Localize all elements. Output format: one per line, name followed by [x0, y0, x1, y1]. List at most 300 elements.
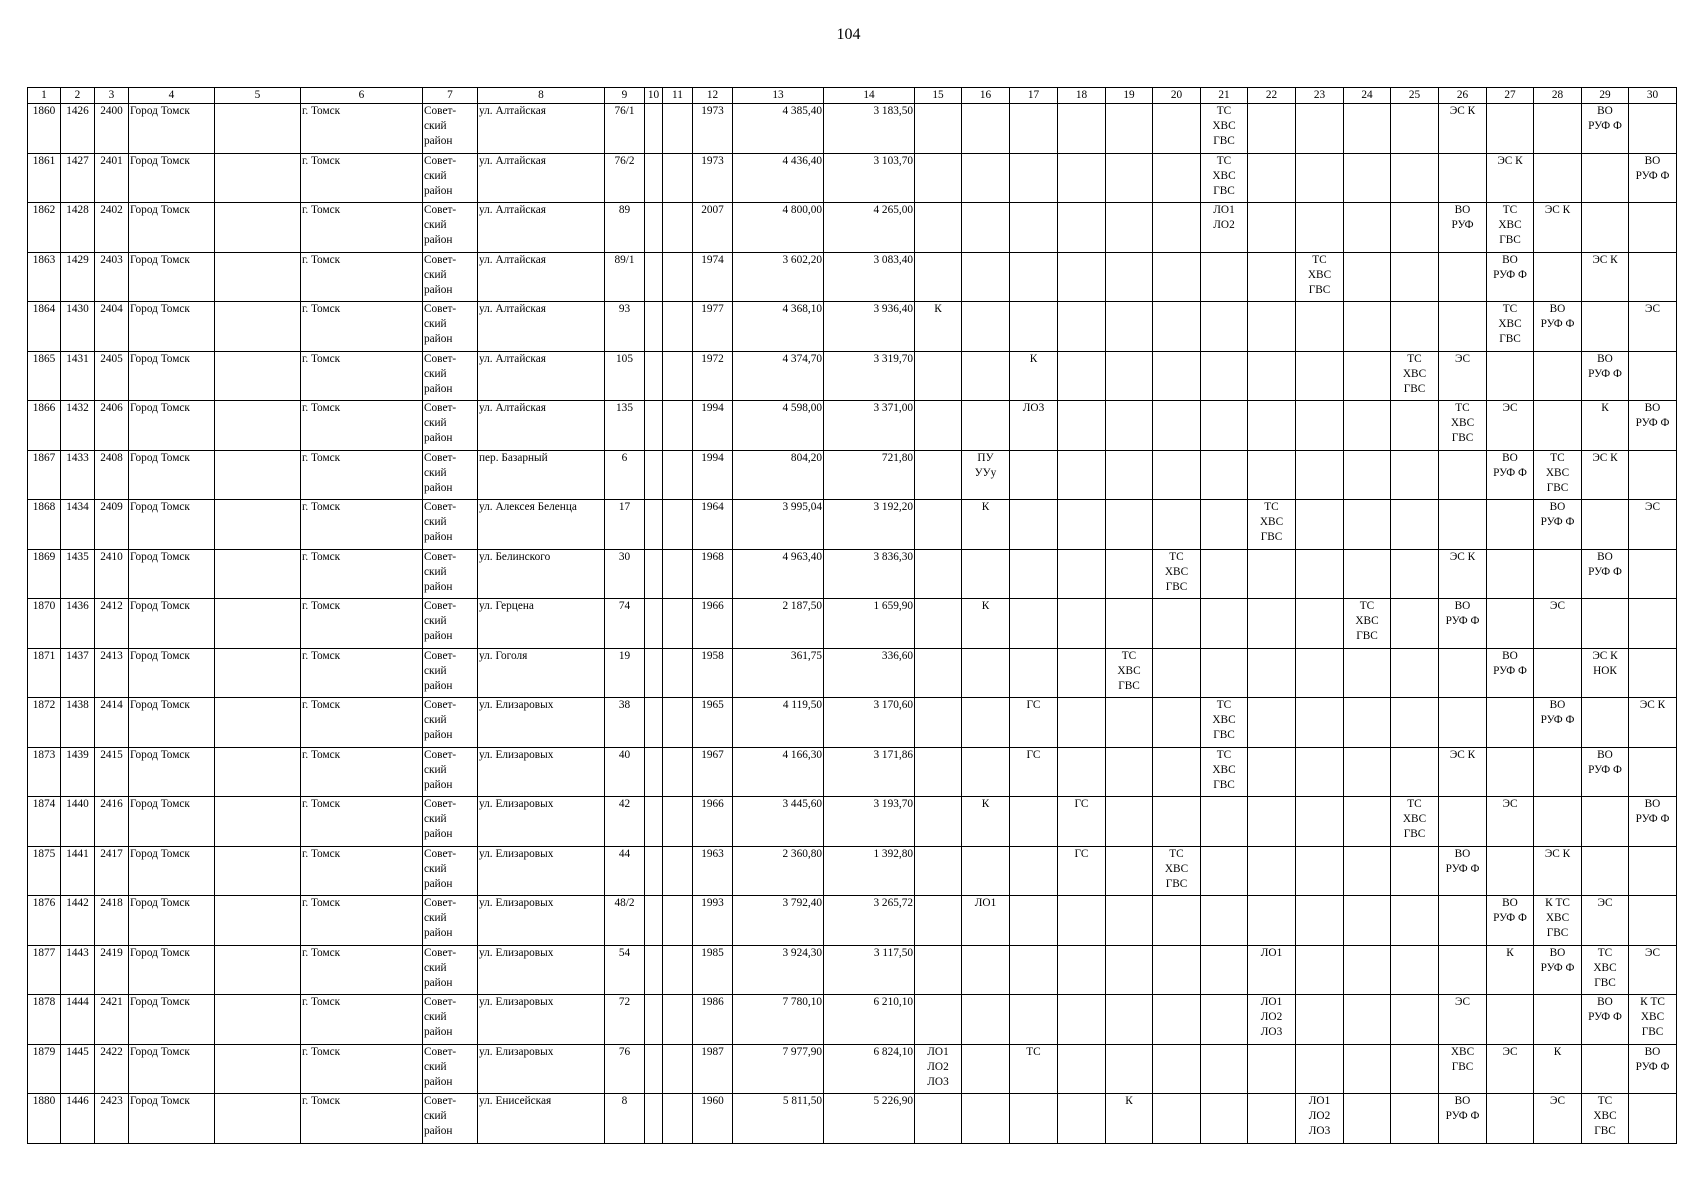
cell-municipality: Город Томск — [129, 747, 215, 797]
table-row — [28, 302, 1677, 352]
page-number: 104 — [836, 26, 861, 43]
cell-work-year-col-20 — [1153, 747, 1201, 797]
cell-city: г. Томск — [301, 648, 423, 698]
cell-total-area: 4 374,70 — [733, 351, 824, 401]
cell-settlement-type — [215, 896, 301, 946]
cell-house-number: 105 — [605, 351, 645, 401]
cell-house-code: 2409 — [95, 500, 129, 550]
cell-work-year-col-21 — [1201, 797, 1248, 847]
cell-work-year-col-24 — [1344, 302, 1391, 352]
cell-work-year-col-21 — [1201, 995, 1248, 1045]
cell-col-10 — [645, 450, 663, 500]
cell-work-year-col-15 — [915, 797, 962, 847]
cell-work-year-col-17 — [1010, 500, 1058, 550]
column-header-19: 19 — [1106, 88, 1153, 104]
cell-work-year-col-27: ВО РУФ Ф — [1487, 648, 1534, 698]
cell-work-year-col-22 — [1248, 698, 1296, 748]
cell-work-year-col-25 — [1391, 747, 1439, 797]
cell-work-year-col-27 — [1487, 846, 1534, 896]
cell-work-year-col-23 — [1296, 747, 1344, 797]
cell-col-10 — [645, 846, 663, 896]
cell-work-year-col-26 — [1439, 450, 1487, 500]
cell-municipal-number: 1443 — [61, 945, 95, 995]
cell-work-year-col-20 — [1153, 896, 1201, 946]
cell-house-code: 2421 — [95, 995, 129, 1045]
cell-work-year-col-20 — [1153, 1044, 1201, 1094]
cell-municipal-number: 1428 — [61, 203, 95, 253]
cell-registry-number: 1864 — [28, 302, 61, 352]
cell-col-10 — [645, 896, 663, 946]
cell-municipal-number: 1436 — [61, 599, 95, 649]
cell-work-year-col-28: ТС ХВС ГВС — [1534, 450, 1582, 500]
cell-work-year-col-22 — [1248, 302, 1296, 352]
cell-work-year-col-24 — [1344, 1094, 1391, 1144]
cell-house-number: 8 — [605, 1094, 645, 1144]
column-header-7: 7 — [423, 88, 478, 104]
cell-municipal-number: 1430 — [61, 302, 95, 352]
cell-house-number: 93 — [605, 302, 645, 352]
cell-municipal-number: 1429 — [61, 252, 95, 302]
cell-build-year: 1994 — [693, 450, 733, 500]
cell-work-year-col-20 — [1153, 153, 1201, 203]
cell-house-number: 76 — [605, 1044, 645, 1094]
cell-settlement-type — [215, 648, 301, 698]
cell-col-11 — [663, 302, 693, 352]
cell-living-area: 3 193,70 — [824, 797, 915, 847]
cell-work-year-col-19 — [1106, 549, 1153, 599]
column-header-15: 15 — [915, 88, 962, 104]
cell-municipal-number: 1445 — [61, 1044, 95, 1094]
cell-work-year-col-20 — [1153, 648, 1201, 698]
cell-work-year-col-26: ВО РУФ Ф — [1439, 599, 1487, 649]
cell-work-year-col-21: ЛО1 ЛО2 — [1201, 203, 1248, 253]
cell-col-10 — [645, 747, 663, 797]
cell-total-area: 3 792,40 — [733, 896, 824, 946]
cell-work-year-col-20 — [1153, 698, 1201, 748]
cell-house-code: 2403 — [95, 252, 129, 302]
cell-house-code: 2405 — [95, 351, 129, 401]
cell-work-year-col-22 — [1248, 203, 1296, 253]
cell-build-year: 1968 — [693, 549, 733, 599]
cell-work-year-col-25 — [1391, 450, 1439, 500]
cell-work-year-col-30 — [1629, 450, 1677, 500]
cell-district: Совет- ский район — [423, 648, 478, 698]
column-header-17: 17 — [1010, 88, 1058, 104]
cell-district: Совет- ский район — [423, 549, 478, 599]
cell-build-year: 1963 — [693, 846, 733, 896]
cell-work-year-col-27: ТС ХВС ГВС — [1487, 203, 1534, 253]
cell-work-year-col-23 — [1296, 302, 1344, 352]
cell-work-year-col-27 — [1487, 549, 1534, 599]
cell-work-year-col-16 — [962, 153, 1010, 203]
cell-municipality: Город Томск — [129, 797, 215, 847]
cell-total-area: 4 963,40 — [733, 549, 824, 599]
cell-work-year-col-26 — [1439, 945, 1487, 995]
cell-col-10 — [645, 302, 663, 352]
cell-registry-number: 1876 — [28, 896, 61, 946]
cell-work-year-col-27 — [1487, 351, 1534, 401]
cell-settlement-type — [215, 995, 301, 1045]
cell-total-area: 4 368,10 — [733, 302, 824, 352]
cell-work-year-col-29 — [1582, 1044, 1629, 1094]
cell-work-year-col-15 — [915, 698, 962, 748]
cell-house-code: 2414 — [95, 698, 129, 748]
cell-work-year-col-16 — [962, 1094, 1010, 1144]
cell-house-code: 2402 — [95, 203, 129, 253]
cell-work-year-col-28 — [1534, 104, 1582, 154]
cell-municipal-number: 1444 — [61, 995, 95, 1045]
cell-work-year-col-30: К ТС ХВС ГВС — [1629, 995, 1677, 1045]
cell-street: пер. Базарный — [478, 450, 605, 500]
cell-district: Совет- ский район — [423, 698, 478, 748]
cell-registry-number: 1878 — [28, 995, 61, 1045]
cell-work-year-col-21 — [1201, 1094, 1248, 1144]
cell-work-year-col-16 — [962, 203, 1010, 253]
cell-total-area: 7 977,90 — [733, 1044, 824, 1094]
cell-work-year-col-19 — [1106, 846, 1153, 896]
cell-municipality: Город Томск — [129, 500, 215, 550]
cell-work-year-col-15 — [915, 153, 962, 203]
cell-work-year-col-27 — [1487, 995, 1534, 1045]
cell-house-number: 48/2 — [605, 896, 645, 946]
cell-work-year-col-20 — [1153, 1094, 1201, 1144]
table-row — [28, 995, 1677, 1045]
cell-work-year-col-30 — [1629, 648, 1677, 698]
cell-work-year-col-27: ВО РУФ Ф — [1487, 252, 1534, 302]
cell-work-year-col-29 — [1582, 203, 1629, 253]
cell-col-10 — [645, 351, 663, 401]
cell-registry-number: 1862 — [28, 203, 61, 253]
cell-work-year-col-23 — [1296, 104, 1344, 154]
cell-work-year-col-25: ТС ХВС ГВС — [1391, 351, 1439, 401]
cell-work-year-col-24: ТС ХВС ГВС — [1344, 599, 1391, 649]
cell-col-11 — [663, 995, 693, 1045]
cell-work-year-col-29 — [1582, 153, 1629, 203]
cell-registry-number: 1875 — [28, 846, 61, 896]
cell-work-year-col-22 — [1248, 549, 1296, 599]
cell-work-year-col-28: ЭС — [1534, 1094, 1582, 1144]
cell-district: Совет- ский район — [423, 797, 478, 847]
cell-work-year-col-17 — [1010, 104, 1058, 154]
cell-district: Совет- ский район — [423, 450, 478, 500]
cell-work-year-col-20 — [1153, 945, 1201, 995]
cell-house-code: 2410 — [95, 549, 129, 599]
cell-house-number: 40 — [605, 747, 645, 797]
column-header-5: 5 — [215, 88, 301, 104]
cell-municipality: Город Томск — [129, 1044, 215, 1094]
cell-work-year-col-28 — [1534, 797, 1582, 847]
cell-city: г. Томск — [301, 945, 423, 995]
cell-work-year-col-27 — [1487, 500, 1534, 550]
cell-work-year-col-28 — [1534, 549, 1582, 599]
cell-city: г. Томск — [301, 896, 423, 946]
cell-work-year-col-16 — [962, 252, 1010, 302]
cell-build-year: 1993 — [693, 896, 733, 946]
cell-work-year-col-23 — [1296, 995, 1344, 1045]
cell-work-year-col-16 — [962, 648, 1010, 698]
cell-work-year-col-30: ВО РУФ Ф — [1629, 1044, 1677, 1094]
cell-municipality: Город Томск — [129, 945, 215, 995]
cell-living-area: 721,80 — [824, 450, 915, 500]
cell-settlement-type — [215, 599, 301, 649]
cell-work-year-col-17: ГС — [1010, 698, 1058, 748]
cell-settlement-type — [215, 153, 301, 203]
cell-street: ул. Алтайская — [478, 302, 605, 352]
cell-work-year-col-19 — [1106, 945, 1153, 995]
column-header-30: 30 — [1629, 88, 1677, 104]
cell-work-year-col-22: ТС ХВС ГВС — [1248, 500, 1296, 550]
column-header-2: 2 — [61, 88, 95, 104]
cell-work-year-col-30 — [1629, 846, 1677, 896]
cell-work-year-col-28: ВО РУФ Ф — [1534, 302, 1582, 352]
cell-work-year-col-17: ЛО3 — [1010, 401, 1058, 451]
cell-work-year-col-28: К — [1534, 1044, 1582, 1094]
cell-work-year-col-21: ТС ХВС ГВС — [1201, 698, 1248, 748]
table-row — [28, 797, 1677, 847]
cell-col-11 — [663, 500, 693, 550]
cell-work-year-col-27 — [1487, 104, 1534, 154]
cell-work-year-col-28: ВО РУФ Ф — [1534, 500, 1582, 550]
cell-col-10 — [645, 500, 663, 550]
cell-work-year-col-19 — [1106, 252, 1153, 302]
cell-work-year-col-30 — [1629, 1094, 1677, 1144]
cell-city: г. Томск — [301, 153, 423, 203]
column-header-24: 24 — [1344, 88, 1391, 104]
cell-street: ул. Алтайская — [478, 104, 605, 154]
column-header-13: 13 — [733, 88, 824, 104]
cell-settlement-type — [215, 104, 301, 154]
cell-work-year-col-26: ЭС К — [1439, 747, 1487, 797]
cell-build-year: 1967 — [693, 747, 733, 797]
cell-work-year-col-22 — [1248, 104, 1296, 154]
cell-work-year-col-18 — [1058, 450, 1106, 500]
cell-work-year-col-23 — [1296, 648, 1344, 698]
cell-work-year-col-21 — [1201, 648, 1248, 698]
cell-work-year-col-30: ЭС — [1629, 945, 1677, 995]
cell-municipality: Город Томск — [129, 599, 215, 649]
cell-total-area: 3 602,20 — [733, 252, 824, 302]
cell-work-year-col-29 — [1582, 846, 1629, 896]
cell-work-year-col-20: ТС ХВС ГВС — [1153, 549, 1201, 599]
cell-work-year-col-29: ВО РУФ Ф — [1582, 351, 1629, 401]
cell-work-year-col-21 — [1201, 252, 1248, 302]
cell-street: ул. Герцена — [478, 599, 605, 649]
table-row — [28, 104, 1677, 154]
cell-work-year-col-17 — [1010, 797, 1058, 847]
cell-work-year-col-28 — [1534, 747, 1582, 797]
table-row — [28, 450, 1677, 500]
cell-work-year-col-15 — [915, 1094, 962, 1144]
cell-house-code: 2416 — [95, 797, 129, 847]
cell-municipality: Город Томск — [129, 351, 215, 401]
cell-house-number: 72 — [605, 995, 645, 1045]
cell-work-year-col-24 — [1344, 846, 1391, 896]
cell-work-year-col-17 — [1010, 945, 1058, 995]
table-row — [28, 153, 1677, 203]
cell-work-year-col-24 — [1344, 797, 1391, 847]
cell-work-year-col-26 — [1439, 153, 1487, 203]
cell-house-number: 44 — [605, 846, 645, 896]
cell-work-year-col-23 — [1296, 203, 1344, 253]
cell-registry-number: 1865 — [28, 351, 61, 401]
cell-col-11 — [663, 203, 693, 253]
cell-living-area: 3 836,30 — [824, 549, 915, 599]
cell-build-year: 1965 — [693, 698, 733, 748]
cell-house-code: 2415 — [95, 747, 129, 797]
cell-registry-number: 1863 — [28, 252, 61, 302]
cell-work-year-col-28 — [1534, 351, 1582, 401]
cell-work-year-col-22 — [1248, 351, 1296, 401]
cell-municipality: Город Томск — [129, 153, 215, 203]
cell-work-year-col-19 — [1106, 450, 1153, 500]
cell-work-year-col-25 — [1391, 401, 1439, 451]
cell-city: г. Томск — [301, 203, 423, 253]
cell-work-year-col-24 — [1344, 896, 1391, 946]
cell-work-year-col-25 — [1391, 698, 1439, 748]
cell-house-number: 76/2 — [605, 153, 645, 203]
cell-work-year-col-21: ТС ХВС ГВС — [1201, 104, 1248, 154]
cell-street: ул. Елизаровых — [478, 995, 605, 1045]
cell-work-year-col-22 — [1248, 747, 1296, 797]
cell-city: г. Томск — [301, 797, 423, 847]
table-row — [28, 1094, 1677, 1144]
cell-district: Совет- ский район — [423, 896, 478, 946]
column-header-25: 25 — [1391, 88, 1439, 104]
cell-total-area: 2 187,50 — [733, 599, 824, 649]
cell-work-year-col-23 — [1296, 351, 1344, 401]
cell-work-year-col-17 — [1010, 450, 1058, 500]
cell-house-code: 2412 — [95, 599, 129, 649]
cell-work-year-col-26: ЭС — [1439, 995, 1487, 1045]
cell-work-year-col-19 — [1106, 995, 1153, 1045]
cell-work-year-col-21 — [1201, 302, 1248, 352]
cell-work-year-col-25 — [1391, 302, 1439, 352]
cell-work-year-col-24 — [1344, 1044, 1391, 1094]
cell-col-11 — [663, 797, 693, 847]
cell-work-year-col-29: К — [1582, 401, 1629, 451]
cell-work-year-col-26: ЭС — [1439, 351, 1487, 401]
column-header-8: 8 — [478, 88, 605, 104]
cell-work-year-col-24 — [1344, 252, 1391, 302]
cell-work-year-col-24 — [1344, 153, 1391, 203]
cell-work-year-col-15 — [915, 995, 962, 1045]
cell-col-10 — [645, 698, 663, 748]
cell-total-area: 4 598,00 — [733, 401, 824, 451]
cell-municipal-number: 1442 — [61, 896, 95, 946]
cell-work-year-col-15 — [915, 450, 962, 500]
cell-work-year-col-29: ВО РУФ Ф — [1582, 104, 1629, 154]
cell-work-year-col-17 — [1010, 846, 1058, 896]
cell-municipal-number: 1431 — [61, 351, 95, 401]
cell-work-year-col-29: ЭС К НОК — [1582, 648, 1629, 698]
cell-municipal-number: 1446 — [61, 1094, 95, 1144]
cell-municipality: Город Томск — [129, 698, 215, 748]
cell-work-year-col-24 — [1344, 747, 1391, 797]
cell-work-year-col-16 — [962, 995, 1010, 1045]
cell-settlement-type — [215, 401, 301, 451]
cell-total-area: 4 166,30 — [733, 747, 824, 797]
table-row — [28, 599, 1677, 649]
cell-col-10 — [645, 1044, 663, 1094]
cell-work-year-col-23 — [1296, 1044, 1344, 1094]
cell-work-year-col-27: ТС ХВС ГВС — [1487, 302, 1534, 352]
cell-work-year-col-27: ЭС — [1487, 797, 1534, 847]
cell-build-year: 2007 — [693, 203, 733, 253]
cell-work-year-col-18 — [1058, 401, 1106, 451]
cell-col-11 — [663, 896, 693, 946]
cell-registry-number: 1879 — [28, 1044, 61, 1094]
cell-work-year-col-30 — [1629, 252, 1677, 302]
cell-work-year-col-21 — [1201, 846, 1248, 896]
cell-work-year-col-29: ЭС — [1582, 896, 1629, 946]
cell-work-year-col-29: ТС ХВС ГВС — [1582, 945, 1629, 995]
cell-work-year-col-26 — [1439, 648, 1487, 698]
cell-house-number: 135 — [605, 401, 645, 451]
cell-work-year-col-27 — [1487, 698, 1534, 748]
cell-work-year-col-18 — [1058, 252, 1106, 302]
cell-district: Совет- ский район — [423, 846, 478, 896]
cell-district: Совет- ский район — [423, 203, 478, 253]
cell-col-10 — [645, 203, 663, 253]
cell-col-11 — [663, 401, 693, 451]
cell-work-year-col-28 — [1534, 401, 1582, 451]
cell-col-10 — [645, 599, 663, 649]
cell-work-year-col-20 — [1153, 500, 1201, 550]
cell-living-area: 1 659,90 — [824, 599, 915, 649]
cell-house-number: 42 — [605, 797, 645, 847]
housing-registry-table — [27, 87, 1677, 1144]
cell-work-year-col-21: ТС ХВС ГВС — [1201, 747, 1248, 797]
cell-work-year-col-15 — [915, 500, 962, 550]
cell-work-year-col-21 — [1201, 351, 1248, 401]
cell-col-11 — [663, 351, 693, 401]
cell-work-year-col-18 — [1058, 500, 1106, 550]
cell-work-year-col-25 — [1391, 896, 1439, 946]
cell-living-area: 6 210,10 — [824, 995, 915, 1045]
cell-work-year-col-25 — [1391, 995, 1439, 1045]
table-body — [28, 104, 1677, 1144]
cell-municipality: Город Томск — [129, 846, 215, 896]
cell-work-year-col-23 — [1296, 797, 1344, 847]
cell-work-year-col-28: ЭС К — [1534, 846, 1582, 896]
cell-work-year-col-17 — [1010, 302, 1058, 352]
cell-total-area: 3 995,04 — [733, 500, 824, 550]
cell-city: г. Томск — [301, 747, 423, 797]
cell-work-year-col-23 — [1296, 500, 1344, 550]
cell-work-year-col-29 — [1582, 797, 1629, 847]
cell-work-year-col-20: ТС ХВС ГВС — [1153, 846, 1201, 896]
cell-work-year-col-19: К — [1106, 1094, 1153, 1144]
cell-street: ул. Алтайская — [478, 153, 605, 203]
cell-district: Совет- ский район — [423, 252, 478, 302]
cell-work-year-col-29 — [1582, 500, 1629, 550]
cell-work-year-col-23 — [1296, 698, 1344, 748]
cell-work-year-col-18: ГС — [1058, 846, 1106, 896]
cell-work-year-col-25 — [1391, 153, 1439, 203]
cell-total-area: 4 119,50 — [733, 698, 824, 748]
cell-work-year-col-21 — [1201, 450, 1248, 500]
cell-work-year-col-30 — [1629, 747, 1677, 797]
cell-work-year-col-26 — [1439, 896, 1487, 946]
cell-city: г. Томск — [301, 846, 423, 896]
cell-registry-number: 1861 — [28, 153, 61, 203]
cell-settlement-type — [215, 450, 301, 500]
cell-total-area: 5 811,50 — [733, 1094, 824, 1144]
cell-registry-number: 1872 — [28, 698, 61, 748]
cell-district: Совет- ский район — [423, 747, 478, 797]
cell-work-year-col-17: ГС — [1010, 747, 1058, 797]
cell-work-year-col-28: К ТС ХВС ГВС — [1534, 896, 1582, 946]
